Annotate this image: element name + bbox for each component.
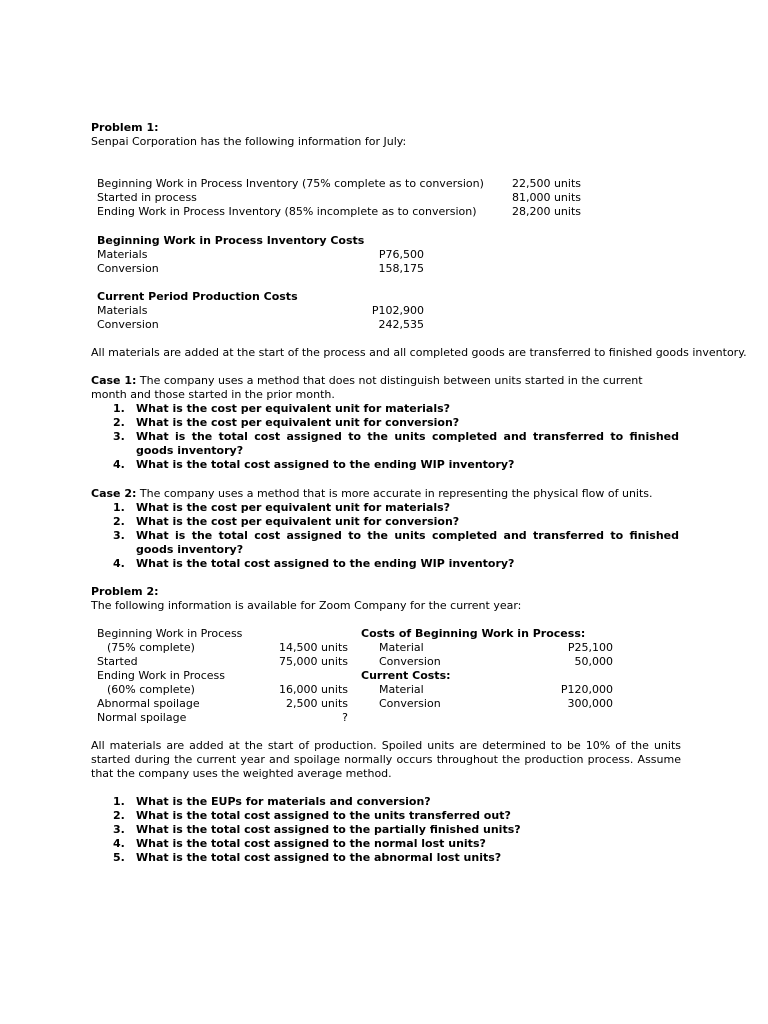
question-number: 2. bbox=[113, 416, 125, 429]
problem2-intro: The following information is available for Zoom Company for the current year: bbox=[91, 599, 522, 612]
case2-questions bbox=[91, 501, 679, 571]
question-text: What is the total cost assigned to the partially finished units? bbox=[136, 823, 521, 836]
question-number: 1. bbox=[113, 402, 125, 415]
question-text: What is the cost per equivalent unit for conversion? bbox=[136, 416, 460, 429]
list-item bbox=[91, 809, 679, 823]
problem1-title: Problem 1: bbox=[91, 121, 159, 134]
p1-units-value-2: 28,200 units bbox=[511, 205, 581, 218]
question-number: 3. bbox=[113, 529, 125, 542]
p1-units-value-1: 81,000 units bbox=[511, 191, 581, 204]
p1-note: All materials are added at the start of the process and all completed goods are transferred to finished goods inventory. bbox=[91, 346, 747, 359]
problem1-intro: Senpai Corporation has the following information for July: bbox=[91, 135, 407, 148]
p2-questions bbox=[91, 795, 679, 865]
p2-left-value-2: 75,000 units bbox=[278, 655, 348, 668]
p2-current-value-1: 300,000 bbox=[567, 697, 613, 710]
p2-beginning-label-1: Conversion bbox=[379, 655, 441, 668]
question-number: 3. bbox=[113, 823, 125, 836]
p2-beginning-costs-heading: Costs of Beginning Work in Process: bbox=[361, 627, 586, 640]
p1-beginning-value-1: 158,175 bbox=[378, 262, 424, 275]
question-number: 4. bbox=[113, 458, 125, 471]
list-item bbox=[91, 430, 679, 458]
p2-left-label-3: Ending Work in Process bbox=[97, 669, 226, 682]
p1-beginning-label-0: Materials bbox=[97, 248, 148, 261]
question-text: What is the total cost assigned to the normal lost units? bbox=[136, 837, 486, 850]
p2-current-label-0: Material bbox=[379, 683, 424, 696]
problem2-title: Problem 2: bbox=[91, 585, 159, 598]
p2-left-value-1: 14,500 units bbox=[278, 641, 348, 654]
question-number: 5. bbox=[113, 851, 125, 864]
question-number: 2. bbox=[113, 515, 125, 528]
p2-beginning-value-0: P25,100 bbox=[567, 641, 613, 654]
p1-units-label-0: Beginning Work in Process Inventory (75% complete as to conversion) bbox=[97, 177, 484, 190]
question-text: What is the cost per equivalent unit for materials? bbox=[136, 402, 451, 415]
p1-current-value-0: P102,900 bbox=[371, 304, 424, 317]
question-text: What is the total cost assigned to the units completed and transferred to finished goods inventory? bbox=[136, 430, 679, 457]
p1-beginning-value-0: P76,500 bbox=[378, 248, 424, 261]
case1-questions bbox=[91, 402, 679, 472]
p2-left-label-6: Normal spoilage bbox=[97, 711, 187, 724]
question-number: 3. bbox=[113, 430, 125, 443]
case2-label: Case 2: bbox=[91, 487, 137, 500]
list-item bbox=[91, 795, 679, 809]
p2-left-label-2: Started bbox=[97, 655, 138, 668]
question-text: What is the total cost assigned to the ending WIP inventory? bbox=[136, 557, 515, 570]
list-item bbox=[91, 529, 679, 557]
p2-current-costs-heading: Current Costs: bbox=[361, 669, 451, 682]
question-number: 1. bbox=[113, 501, 125, 514]
p1-current-value-1: 242,535 bbox=[378, 318, 424, 331]
p2-beginning-value-1: 50,000 bbox=[574, 655, 613, 668]
p1-current-label-1: Conversion bbox=[97, 318, 159, 331]
p2-left-label-5: Abnormal spoilage bbox=[97, 697, 200, 710]
question-text: What is the total cost assigned to the abnormal lost units? bbox=[136, 851, 502, 864]
p1-units-label-2: Ending Work in Process Inventory (85% incomplete as to conversion) bbox=[97, 205, 477, 218]
p2-left-value-6: ? bbox=[342, 711, 348, 724]
case1-paragraph bbox=[91, 374, 681, 402]
p1-beginning-label-1: Conversion bbox=[97, 262, 159, 275]
question-text: What is the total cost assigned to the units completed and transferred to finished goods inventory? bbox=[136, 529, 679, 556]
question-text: What is the EUPs for materials and conversion? bbox=[136, 795, 431, 808]
p1-units-value-0: 22,500 units bbox=[511, 177, 581, 190]
list-item bbox=[91, 458, 679, 472]
question-text: What is the cost per equivalent unit for materials? bbox=[136, 501, 451, 514]
case1-label: Case 1: bbox=[91, 374, 137, 387]
case2-paragraph bbox=[91, 487, 681, 501]
p2-current-label-1: Conversion bbox=[379, 697, 441, 710]
p2-left-label-4: (60% complete) bbox=[107, 683, 195, 696]
question-number: 4. bbox=[113, 557, 125, 570]
p1-current-label-0: Materials bbox=[97, 304, 148, 317]
p2-left-value-4: 16,000 units bbox=[278, 683, 348, 696]
question-text: What is the cost per equivalent unit for conversion? bbox=[136, 515, 460, 528]
p2-current-value-0: P120,000 bbox=[560, 683, 613, 696]
list-item bbox=[91, 501, 679, 515]
question-number: 4. bbox=[113, 837, 125, 850]
p1-units-label-1: Started in process bbox=[97, 191, 197, 204]
list-item bbox=[91, 402, 679, 416]
question-text: What is the total cost assigned to the ending WIP inventory? bbox=[136, 458, 515, 471]
list-item bbox=[91, 416, 679, 430]
case2-text: The company uses a method that is more accurate in representing the physical flow of units. bbox=[136, 487, 653, 500]
p1-current-costs-heading: Current Period Production Costs bbox=[97, 290, 298, 303]
list-item bbox=[91, 823, 679, 837]
p1-beginning-costs-heading: Beginning Work in Process Inventory Costs bbox=[97, 234, 365, 247]
p2-beginning-label-0: Material bbox=[379, 641, 424, 654]
list-item bbox=[91, 557, 679, 571]
list-item bbox=[91, 851, 679, 865]
case1-text: The company uses a method that does not distinguish between units started in the current month and those started in the prior month. bbox=[91, 374, 643, 401]
question-number: 1. bbox=[113, 795, 125, 808]
p2-left-label-1: (75% complete) bbox=[107, 641, 195, 654]
question-number: 2. bbox=[113, 809, 125, 822]
p2-note: All materials are added at the start of production. Spoiled units are determined to be 10% of the units started during the current year and spoilage normally occurs throughout the production process. Assume that the company uses the weighted average method. bbox=[91, 739, 681, 780]
p2-left-label-0: Beginning Work in Process bbox=[97, 627, 243, 640]
list-item bbox=[91, 515, 679, 529]
p2-left-value-5: 2,500 units bbox=[285, 697, 348, 710]
question-text: What is the total cost assigned to the units transferred out? bbox=[136, 809, 511, 822]
list-item bbox=[91, 837, 679, 851]
